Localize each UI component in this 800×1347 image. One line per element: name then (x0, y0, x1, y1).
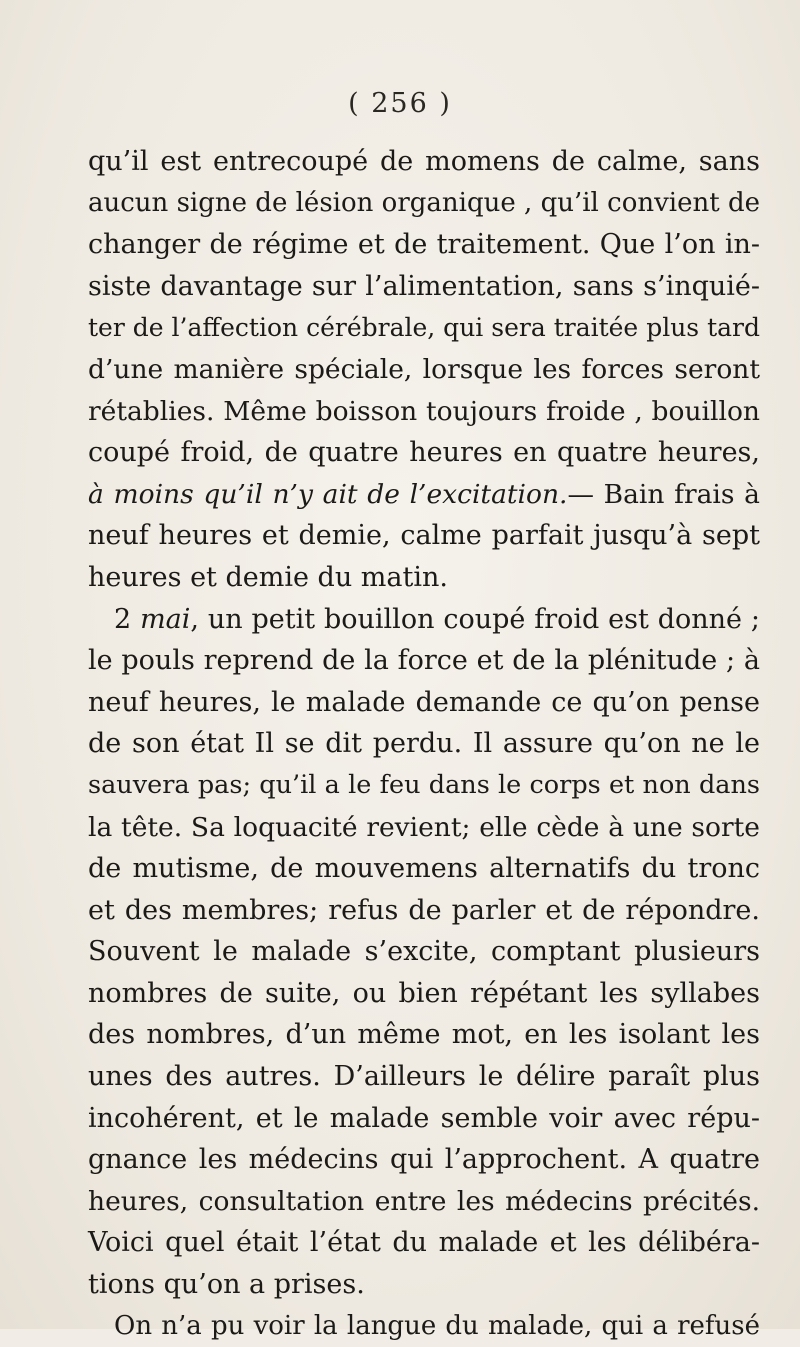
text-line: Souvent le malade s’excite, comptant plusieurs (88, 936, 760, 968)
text-line: tions qu’on a prises. (88, 1269, 365, 1301)
text-line: heures et demie du matin. (88, 561, 448, 593)
text-line: de mutisme, de mouvemens alternatifs du tronc (88, 853, 760, 885)
text-line: de son état Il se dit perdu. Il assure qu’on ne le (88, 728, 760, 760)
text-line: On n’a pu voir la langue du malade, qui a refusé (114, 1310, 760, 1341)
text-line (88, 474, 760, 516)
text-line: neuf heures, le malade demande ce qu’on pense (88, 686, 760, 718)
text-line: ter de l’affection cérébrale, qui sera traitée plus tard (88, 313, 760, 343)
text-line: aucun signe de lésion organique , qu’il convient de (88, 187, 760, 218)
text-line: sauvera pas; qu’il a le feu dans le corps et non dans (88, 769, 760, 800)
text-line: la tête. Sa loquacité revient; elle cède à une sorte (88, 811, 760, 843)
body-text (88, 141, 760, 1347)
text-line: rétablies. Même boisson toujours froide , bouillon (88, 395, 760, 427)
text-line: nombres de suite, ou bien répétant les syllabes (88, 977, 760, 1009)
text-line: le pouls reprend de la force et de la plénitude ; à (88, 645, 760, 677)
text-line: d’une manière spéciale, lorsque les forces seront (88, 353, 760, 385)
text-line: Voici quel était l’état du malade et les délibéra- (88, 1227, 760, 1259)
text-line: des nombres, d’un même mot, en les isolant les (88, 1019, 760, 1051)
text-line: qu’il est entrecoupé de momens de calme, sans (88, 146, 760, 177)
date-number: 2 (114, 603, 141, 635)
text-line: changer de régime et de traitement. Que l’on in- (88, 229, 760, 261)
text-line: unes des autres. D’ailleurs le délire paraît plus (88, 1061, 760, 1093)
text-line: siste davantage sur l’alimentation, sans s’inquié- (88, 270, 760, 302)
text-line: incohérent, et le malade semble voir avec répu- (88, 1102, 760, 1134)
text-line: heures, consultation entre les médecins précités. (88, 1185, 760, 1217)
text-line: coupé froid, de quatre heures en quatre heures, (88, 437, 760, 469)
text-line: neuf heures et demie, calme parfait jusqu’à sept (88, 520, 760, 552)
page-number: ( 256 ) (348, 88, 452, 119)
text-line: et des membres; refus de parler et de répondre. (88, 894, 760, 926)
italic-month: mai (140, 603, 191, 635)
text-segment: — Bain frais à (567, 478, 760, 510)
text-segment: , un petit bouillon coupé froid est donné ; (190, 603, 761, 635)
text-line: gnance les médecins qui l’approchent. A quatre (88, 1144, 760, 1176)
italic-phrase: à moins qu’il n’y ait de l’excitation. (88, 478, 568, 510)
text-line (88, 599, 760, 641)
